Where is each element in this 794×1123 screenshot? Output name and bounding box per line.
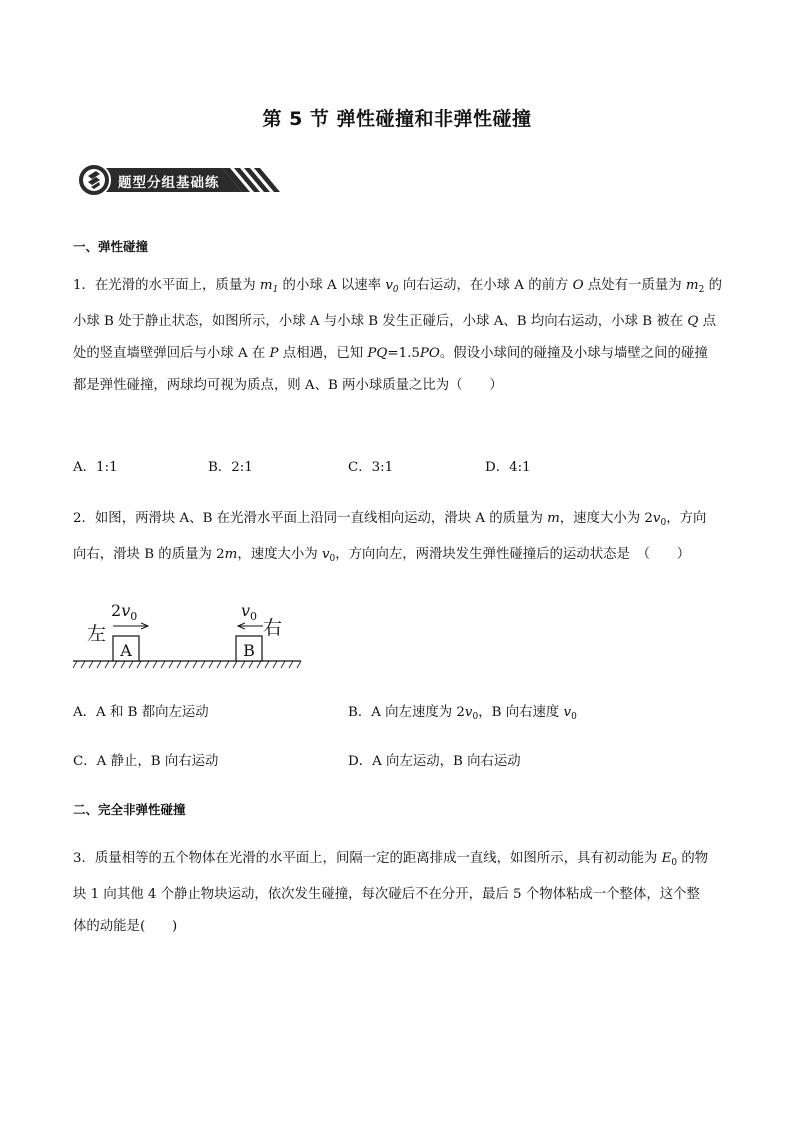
q1-line-2: 小球 B 处于静止状态，如图所示，小球 A 与小球 B 发生正碰后，小球 A、B 均向右运动，小球 B 被在 Q 点 [73,314,717,329]
q2-option-d: D．A 向左运动，B 向右运动 [348,754,521,769]
left-direction-label: 左 [87,623,107,645]
q3-line-1: 3．质量相等的五个物体在光滑的水平面上，间隔一定的距离排成一直线，如图所示，具有初动能为 $E_0$ 的物 [73,851,709,868]
q1-option-d: D．4:1 [485,460,531,475]
q2-figure-svg [73,596,305,676]
question-2 [73,503,723,575]
page-title: 第 5 节 弹性碰撞和非弹性碰撞 [262,108,532,130]
banner-label: 题型分组基础练 [118,175,220,191]
q2-line-1: 2．如图，两滑块 A、B 在光滑水平面上沿同一直线相向运动，滑块 A 的质量为 m，速度大小为 $2v_0$，方向 [73,511,707,528]
question-1 [73,270,723,402]
velocity-b-label: $v_0$ [241,601,258,623]
q1-option-a: A．1:1 [73,460,118,475]
q1-option-b: B．2:1 [208,460,253,475]
q2-option-a: A．A 和 B 都向左运动 [73,705,209,720]
q1-option-c: C．3:1 [348,460,394,475]
block-a-label: A [120,641,132,660]
right-direction-label: 右 [263,617,283,639]
section-heading-inelastic: 二、完全非弹性碰撞 [73,802,186,817]
question-3 [73,843,723,943]
q3-line-2: 块 1 向其他 4 个静止物块运动，依次发生碰撞，每次碰后不在分开，最后 5 个物体粘成一个整体，这个整 [73,887,700,902]
q3-line-3: 体的动能是( ) [73,919,178,934]
q1-line-1: 1．在光滑的水平面上，质量为 $m_1$ 的小球 A 以速率 $v_0$ 向右运动，在小球 A 的前方 O 点处有一质量为 $m_2$ 的 [73,278,722,295]
section-banner [72,162,286,198]
q1-line-3: 处的竖直墙壁弹回后与小球 A 在 P 点相遇，已知 PQ=1.5PO。假设小球间的碰撞及小球与墙壁之间的碰撞 [73,346,708,361]
q2-line-2: 向右，滑块 B 的质量为 2m，速度大小为 $v_0$，方向向左，两滑块发生弹性碰撞后的运动状态是 （ ） [73,547,691,564]
block-b-label: B [243,641,255,660]
section-heading-elastic: 一、弹性碰撞 [73,239,149,254]
q2-figure [73,596,305,676]
q1-line-4: 都是弹性碰撞，两球均可视为质点，则 A、B 两小球质量之比为（ ） [73,378,503,393]
q2-option-b: B．A 向左速度为 $2v_0$，B 向右速度 $v_0$ [348,705,577,722]
velocity-a-label: $2v_0$ [111,601,138,623]
q2-option-c: C．A 静止，B 向右运动 [73,754,219,769]
ground-hatching [73,661,301,668]
